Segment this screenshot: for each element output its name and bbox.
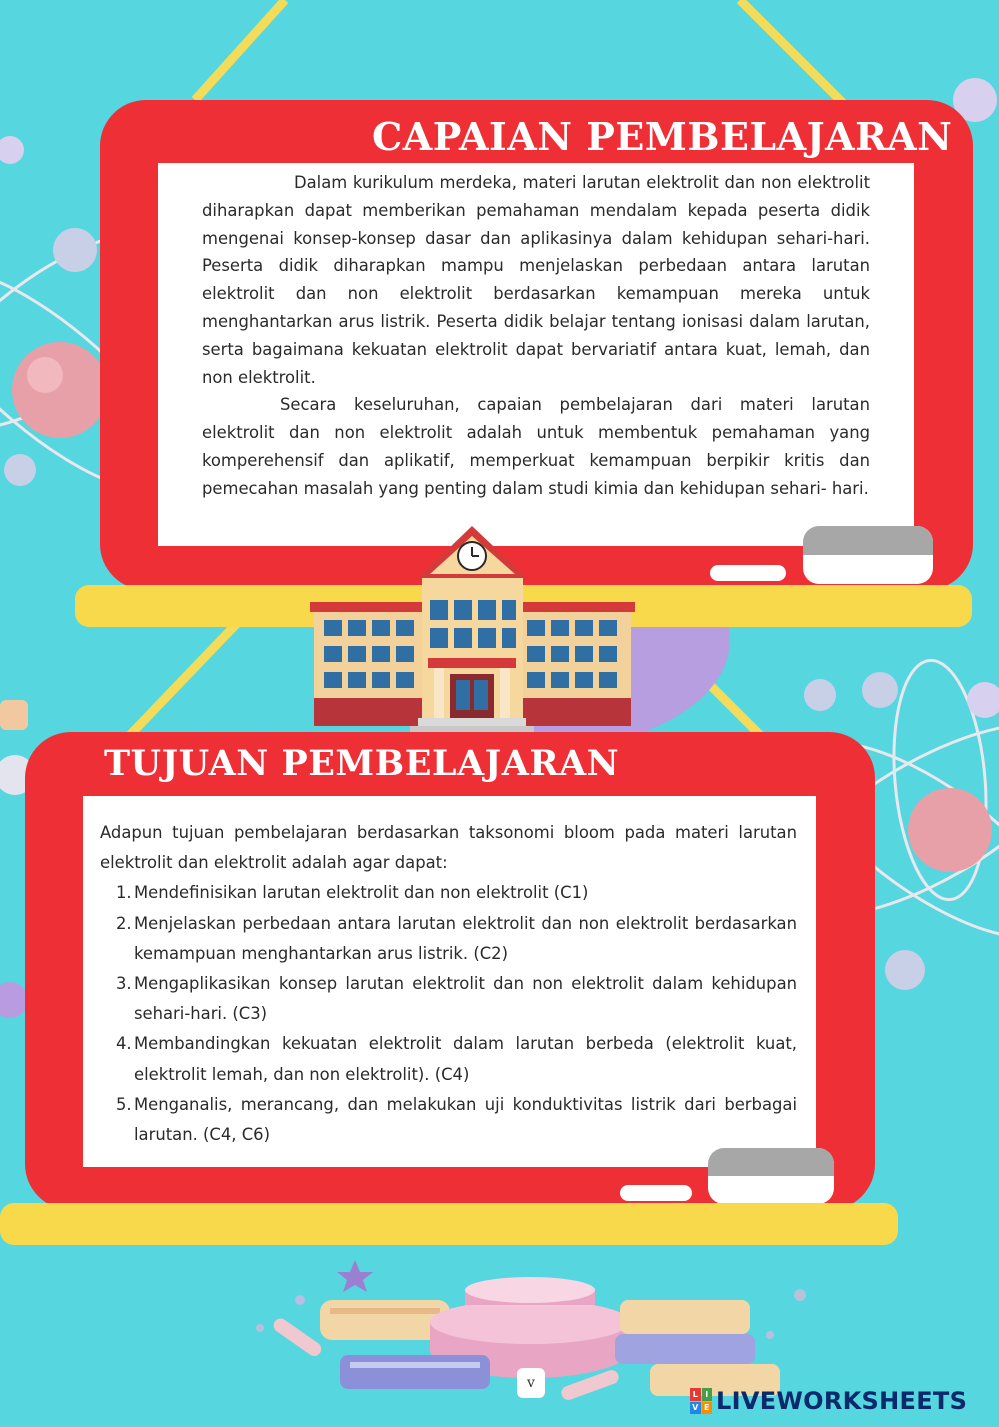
list-item: 1. Mendefinisikan larutan elektrolit dan non elektrolit (C1)	[116, 883, 589, 903]
tujuan-title: TUJUAN PEMBELAJARAN	[104, 743, 620, 784]
liveworksheets-logo-icon: L I V E	[690, 1388, 712, 1414]
liveworksheets-label: LIVEWORKSHEETS	[716, 1387, 968, 1415]
board-eraser	[708, 1148, 834, 1204]
star-icon	[337, 1260, 373, 1292]
list-item: 3. Mengaplikasikan konsep larutan elektrolit dan non elektrolit dalam kehidupan sehari-hari. (C3)	[116, 974, 797, 1024]
school-building-icon	[310, 520, 635, 740]
tujuan-intro: Adapun tujuan pembelajaran berdasarkan taksonomi bloom pada materi larutan elektrolit dan elektrolit adalah agar dapat:	[100, 823, 797, 873]
board-eraser	[803, 526, 933, 584]
tujuan-list	[100, 878, 797, 1150]
capaian-text	[202, 169, 870, 503]
list-item: 5. Menganalis, merancang, dan melakukan uji konduktivitas listrik dari berbagai larutan. (C4, C6)	[116, 1094, 797, 1145]
list-item: 2. Menjelaskan perbedaan antara larutan elektrolit dan non elektrolit berdasarkan kemampuan menghantarkan arus listrik. (C2)	[116, 913, 797, 963]
list-item: 4. Membandingkan kekuatan elektrolit dalam larutan berbeda (elektrolit kuat, elektrolit lemah, dan non elektrolit). (C4)	[116, 1034, 797, 1084]
capaian-title: CAPAIAN PEMBELAJARAN	[372, 114, 953, 159]
capaian-paragraph-2: Secara keseluruhan, capaian pembelajaran dari materi larutan elektrolit dan non elektrolit adalah untuk membentuk pemahaman yang komperehensif dan aplikatif, memperkuat kemampuan berpikir kritis dan pemecahan masalah yang penting dalam studi kimia dan kehidupan sehari- hari.	[202, 395, 870, 498]
liveworksheets-brand[interactable]	[690, 1386, 967, 1416]
chalk-piece	[620, 1185, 692, 1201]
page-number: v	[517, 1368, 545, 1398]
chalk-shelf	[0, 1203, 898, 1245]
capaian-paragraph-1: Dalam kurikulum merdeka, materi larutan elektrolit dan non elektrolit diharapkan dapat memberikan pemahaman mendalam kepada peserta didik mengenai konsep-konsep dasar dan aplikasinya dalam kehidupan sehari-hari. Peserta didik diharapkan mampu menjelaskan perbedaan antara larutan elektrolit dan non elektrolit berdasarkan kemampuan mereka untuk menghantarkan arus listrik. Peserta didik belajar tentang ionisasi dalam larutan, serta bagaimana kekuatan elektrolit dapat bervariatif antara kuat, lemah, dan non elektrolit.	[202, 173, 870, 387]
tujuan-text	[100, 818, 797, 1150]
chalk-piece	[710, 565, 786, 581]
